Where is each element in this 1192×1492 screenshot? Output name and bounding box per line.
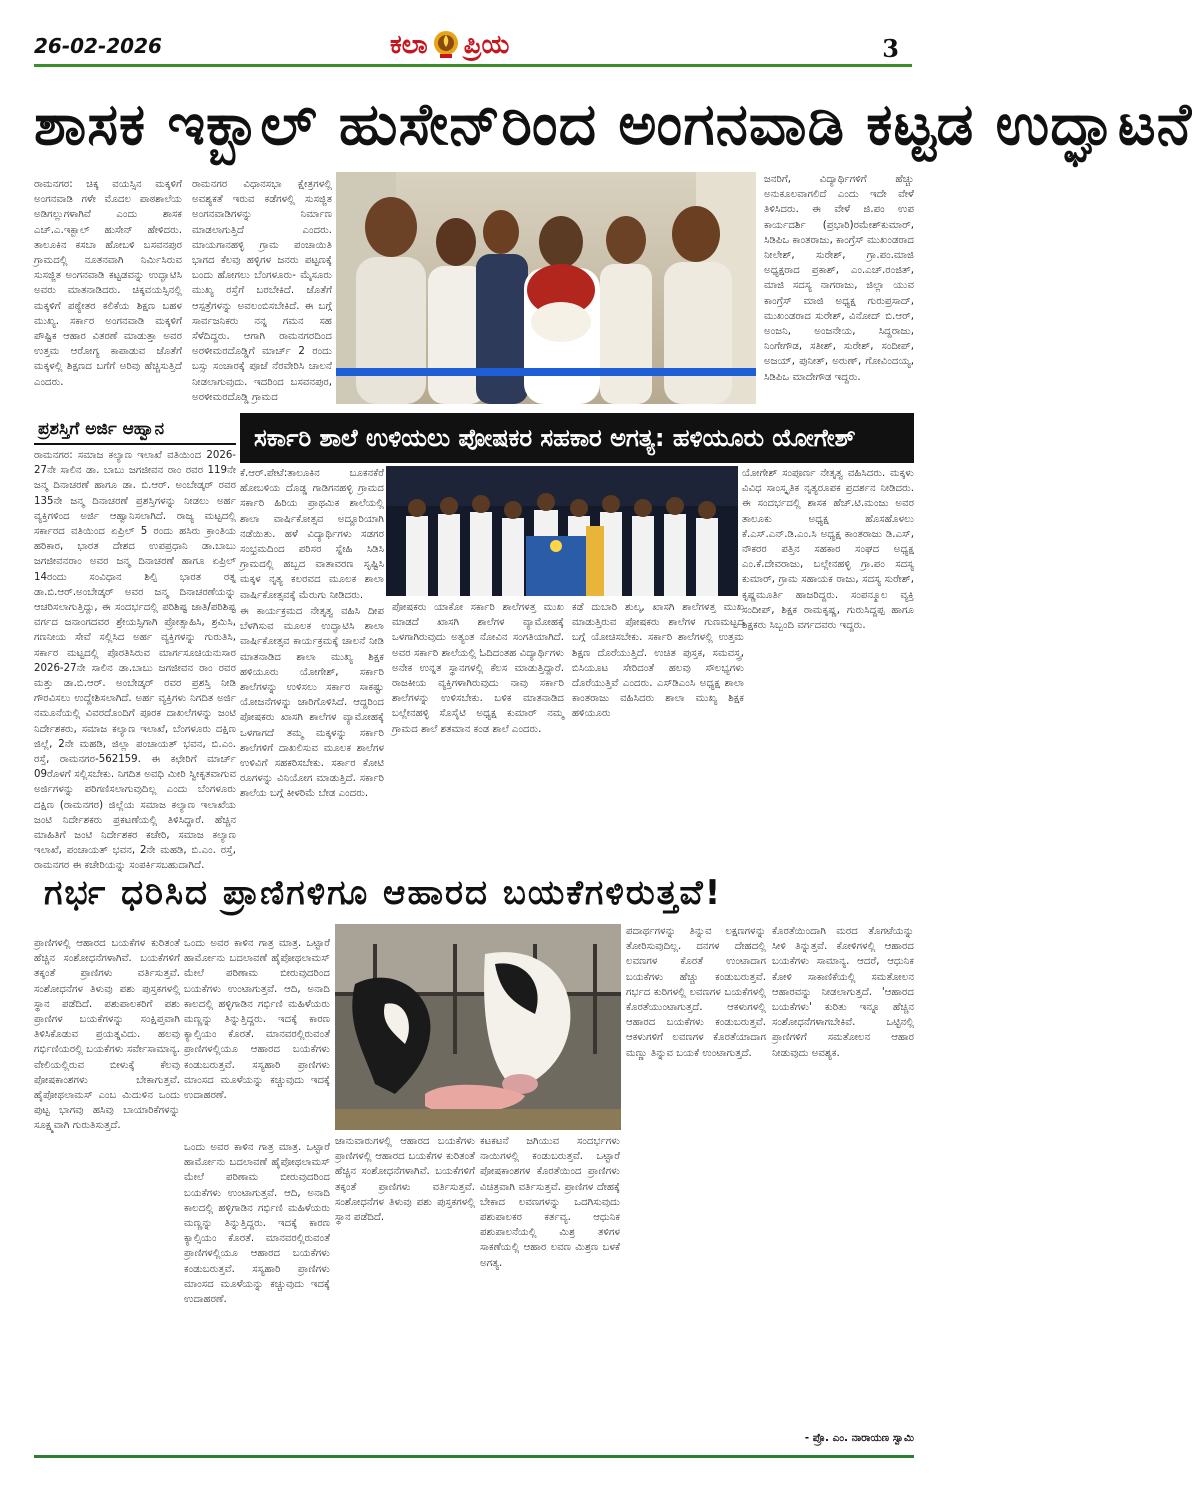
lamp-emblem-icon: [430, 29, 462, 61]
story4-column-2b: ಒಂದು ಅವರ ಕಾಳಿನ ಗಾತ್ರ ಮಾತ್ರ. ಒಟ್ಟಾರೆ ಹಾರ್ಮೋನು ಬದಲಾವಣೆ ಹೈಪೋಥಲಾಮಸ್ ಮೇಲೆ ಪರಿಣಾಮ ಬೀರುವುದರಿಂದ ಬಯಕೆಗಳು ಉಂಟಾಗುತ್ತವೆ. ಆದಿ, ಅನಾದಿ ಕಾಲದಲ್ಲಿ ಹಳ್ಳಿಗಾಡಿನ ಗರ್ಭಿಣಿ ಮಹಿಳೆಯರು ಮಣ್ಣನ್ನು ತಿನ್ನುತ್ತಿದ್ದರು. ಇದಕ್ಕೆ ಕಾರಣ ಕ್ಯಾಲ್ಸಿಯಂ ಕೊರತೆ. ಮಾನವರಲ್ಲಿರುವಂತೆ ಪ್ರಾಣಿಗಳಲ್ಲಿಯೂ ಆಹಾರದ ಬಯಕೆಗಳು ಕಂಡುಬರುತ್ತವೆ. ಸಸ್ಯಹಾರಿ ಪ್ರಾಣಿಗಳು ಮಾಂಸದ ಮೂಳೆಯನ್ನು ಕಚ್ಚುವುದು ಇದಕ್ಕೆ ಉದಾಹರಣೆ.: [184, 1142, 330, 1306]
story4-column-1: ಪ್ರಾಣಿಗಳಲ್ಲಿ ಆಹಾರದ ಬಯಕೆಗಳ ಕುರಿತಂತೆ ಹೆಚ್ಚಿನ ಸಂಶೋಧನೆಗಳಾಗಿವೆ. ಬಯಕೆಗಳಿಗೆ ತಕ್ಕಂತೆ ಪ್ರಾಣಿಗಳು ವರ್ತಿಸುತ್ತವೆ. ಸಂಶೋಧನೆಗಳ ತಿಳುವು ಪಶು ಪುಸ್ತಕಗಳಲ್ಲಿ ಸ್ಥಾನ ಪಡೆದಿದೆ. ಪಶುಪಾಲಕರಿಗೆ ಪಶು ಪ್ರಾಣಿಗಳ ಬಯಕೆಗಳನ್ನು ಸಂಕ್ಷಿಪ್ತವಾಗಿ ತಿಳಿಸಿಕೊಡುವ ಪ್ರಯತ್ನವಿದು. ಹಲವು ಗರ್ಭಿಣಿಯರಲ್ಲಿ ಬಯಕೆಗಳು ಸರ್ವೇಸಾಮಾನ್ಯ. ವೇಲಿಯಲ್ಲಿರುವ ಬೀಳುಕ್ಕೆ ಕೆಲವು ಪೋಷಕಾಂಶಗಳು ಬೇಕಾಗುತ್ತವೆ. ಹೈಪೋಥಲಾಮಸ್ ಎಂಬ ಮಿದುಳಿನ ಒಂದು ಪುಟ್ಟ ಭಾಗವು ಹಸಿವು ಬಾಯಾರಿಕೆಗಳನ್ನು ಸೂಕ್ಷ್ಮವಾಗಿ ಗುರುತಿಸುತ್ತದೆ.: [34, 938, 180, 1132]
story1-column-2: ರಾಮನಗರ ವಿಧಾನಸಭಾ ಕ್ಷೇತ್ರಗಳಲ್ಲಿ ಅವಶ್ಯಕತೆ ಇರುವ ಕಡೆಗಳಲ್ಲಿ ಸುಸಜ್ಜಿತ ಅಂಗನವಾಡಿಗಳನ್ನು ನಿರ್ಮಾಣ ಮಾಡಲಾಗುತ್ತಿದೆ ಎಂದರು. ಮಾಯಗಾನಹಳ್ಳಿ ಗ್ರಾಮ ಪಂಚಾಯಿತಿ ಭಾಗದ ಕೆಲವು ಹಳ್ಳಿಗಳ ಜನರು ಪಟ್ಟಣಕ್ಕೆ ಬಂದು ಹೋಗಲು ಬೆಂಗಳೂರು- ಮೈಸೂರು ಮುಖ್ಯ ರಸ್ತೆಗೆ ಬರಬೇಕಿದೆ. ಜೊತೆಗೆ ಆಸ್ಪತ್ರೆಗಳನ್ನು ಅವಲಂಬಿಸಬೇಕಿದೆ. ಈ ಬಗ್ಗೆ ಸಾರ್ವಜನಿಕರು ನನ್ನ ಗಮನ ಸಹ ಸೆಳೆದಿದ್ದರು. ಆಗಾಗಿ ರಾಮನಗರದಿಂದ ಅರಳೀಮರದೊಡ್ಡಿಗೆ ಮಾರ್ಚ್ 2 ರಂದು ಬಸ್ಸು ಸಂಚಾರಕ್ಕೆ ಪೂಜೆ ನೆರವೇರಿಸಿ ಚಾಲನೆ ನೀಡಲಾಗುವುದು. ಇದರಿಂದ ಬಸವನಪುರ, ಅರಳೀಮರದೊಡ್ಡಿ ಗ್ರಾಮದ: [192, 179, 332, 403]
brand-logo: [390, 28, 509, 62]
story3-column-1a: ಕೆ.ಆರ್.ಪೇಟೆ:ತಾಲೂಕಿನ ಬೂಕನಕೆರೆ ಹೋಬಳಿಯ ದೊಡ್ಡ ಗಾಡಿಗನಹಳ್ಳಿ ಗ್ರಾಮದ ಸರ್ಕಾರಿ ಹಿರಿಯ ಪ್ರಾಥಮಿಕ ಶಾಲೆಯಲ್ಲಿ ಶಾಲಾ ವಾರ್ಷಿಕೋತ್ಸವ ಅದ್ದೂರಿಯಾಗಿ ನಡೆಯಿತು. ಹಳೆ ವಿದ್ಯಾರ್ಥಿಗಳು ಸಡಗರ ಸಂಭ್ರಮದಿಂದ ಪರಿಸರ ಸ್ನೇಹಿ ಸಿಡಿಸಿ ಗ್ರಾಮದಲ್ಲಿ ಹಬ್ಬದ ವಾತಾವರಣ ಸೃಷ್ಟಿಸಿ ಮಕ್ಕಳ ನೃತ್ಯ ಕಲರವದ ಮೂಲಕ ಶಾಲಾ ವಾರ್ಷಿಕೋತ್ಸವಕ್ಕೆ ಮೆರುಗು ನೀಡಿದರು.: [240, 468, 384, 601]
masthead-rule: [34, 64, 912, 67]
story4-column-4: ಪದಾರ್ಥಗಳನ್ನು ತಿನ್ನುವ ಲಕ್ಷಣಗಳನ್ನು ತೋರಿಸುವುದಿಲ್ಲ. ದನಗಳ ದೇಹದಲ್ಲಿ ಲವಣಗಳ ಕೊರತೆ ಉಂಟಾದಾಗ ಬಯಕೆಗಳು ಹೆಚ್ಚು ಕಂಡುಬರುತ್ತವೆ. ಗರ್ಭದ ಕುರಿಗಳಲ್ಲಿ ಲವಣಗಳ ಬಯಕೆಗಳಲ್ಲಿ ಕೊರತೆಯುಂಟಾಗುತ್ತದೆ. ಆಕಳುಗಳಲ್ಲಿ ಆಹಾರದ ಬಯಕೆಗಳು ಕಂಡುಬರುತ್ತವೆ. ಆಕಳುಗಳಿಗೆ ಲವಣಗಳ ಕೊರತೆಯಾದಾಗ ಮಣ್ಣು ತಿನ್ನುವ ಬಯಕೆ ಉಂಟಾಗುತ್ತದೆ.: [626, 926, 766, 1059]
story4-column-3: ಕಟಕಟನೆ ಜಗಿಯುವ ಸಂದರ್ಭಗಳು ನಾಯಿಗಳಲ್ಲಿ ಕಂಡುಬರುತ್ತವೆ. ಒಟ್ಟಾರೆ ಪೋಷಕಾಂಶಗಳ ಕೊರತೆಯಿಂದ ಪ್ರಾಣಿಗಳು ವಿಚಿತ್ರವಾಗಿ ವರ್ತಿಸುತ್ತವೆ. ಪ್ರಾಣಿಗಳ ದೇಹಕ್ಕೆ ಬೇಕಾದ ಲವಣಗಳನ್ನು ಒದಗಿಸುವುದು ಪಶುಪಾಲಕರ ಕರ್ತವ್ಯ. ಆಧುನಿಕ ಪಶುಪಾಲನೆಯಲ್ಲಿ ಮಿಶ್ರ ತಳಿಗಳ ಸಾಕಣೆಯಲ್ಲಿ ಆಹಾರ ಲವಣ ಮಿಶ್ರಣ ಬಳಕೆ ಅಗತ್ಯ.: [480, 1136, 620, 1269]
page-number: 3: [882, 34, 899, 63]
issue-date: 26-02-2026: [34, 34, 162, 58]
story4-photo-caption-column: ಜಾನುವಾರುಗಳಲ್ಲಿ ಆಹಾರದ ಬಯಕೆಗಳು ಪ್ರಾಣಿಗಳಲ್ಲಿ ಆಹಾರದ ಬಯಕೆಗಳ ಕುರಿತಂತೆ ಹೆಚ್ಚಿನ ಸಂಶೋಧನೆಗಳಾಗಿವೆ. ಬಯಕೆಗಳಿಗೆ ತಕ್ಕಂತೆ ಪ್ರಾಣಿಗಳು ವರ್ತಿಸುತ್ತವೆ. ಸಂಶೋಧನೆಗಳ ತಿಳುವು ಪಶು ಪುಸ್ತಕಗಳಲ್ಲಿ ಸ್ಥಾನ ಪಡೆದಿದೆ.: [335, 1136, 475, 1224]
story3-column-3: ಕಡೆ ದುಬಾರಿ ಶುಲ್ಕ, ಖಾಸಗಿ ಶಾಲೆಗಳತ್ತ ಮುಖ ಮಾಡುತ್ತಿರುವ ಪೋಷಕರು ಶಾಲೆಗಳ ಗುಣಮಟ್ಟದ ಬಗ್ಗೆ ಯೋಚಿಸಬೇಕು. ಸರ್ಕಾರಿ ಶಾಲೆಗಳಲ್ಲಿ ಉತ್ತಮ ಶಿಕ್ಷಣ ದೊರೆಯುತ್ತಿದೆ. ಉಚಿತ ಪುಸ್ತಕ, ಸಮವಸ್ತ್ರ, ಬಿಸಿಯೂಟ ಸೇರಿದಂತೆ ಹಲವು ಸೌಲಭ್ಯಗಳು ದೊರೆಯುತ್ತಿವೆ ಎಂದರು. ಎಸ್‌ಡಿಎಂಸಿ ಅಧ್ಯಕ್ಷ ಶಾಲಾ ಕಾಂತರಾಜು ವಹಿಸಿದರು ಶಾಲಾ ಮುಖ್ಯ ಶಿಕ್ಷಕ ಹಳಿಯೂರು: [572, 602, 744, 720]
photo-cows: [335, 924, 621, 1130]
byline: - ಪ್ರೊ. ಎಂ. ನಾರಾಯಣ ಸ್ವಾಮಿ: [804, 1432, 914, 1444]
story4-column-2: ಒಂದು ಅವರ ಕಾಳಿನ ಗಾತ್ರ ಮಾತ್ರ. ಒಟ್ಟಾರೆ ಹಾರ್ಮೋನು ಬದಲಾವಣೆ ಹೈಪೋಥಲಾಮಸ್ ಮೇಲೆ ಪರಿಣಾಮ ಬೀರುವುದರಿಂದ ಬಯಕೆಗಳು ಉಂಟಾಗುತ್ತವೆ. ಆದಿ, ಅನಾದಿ ಕಾಲದಲ್ಲಿ ಹಳ್ಳಿಗಾಡಿನ ಗರ್ಭಿಣಿ ಮಹಿಳೆಯರು ಮಣ್ಣನ್ನು ತಿನ್ನುತ್ತಿದ್ದರು. ಇದಕ್ಕೆ ಕಾರಣ ಕ್ಯಾಲ್ಸಿಯಂ ಕೊರತೆ. ಮಾನವರಲ್ಲಿರುವಂತೆ ಪ್ರಾಣಿಗಳಲ್ಲಿಯೂ ಆಹಾರದ ಬಯಕೆಗಳು ಕಂಡುಬರುತ್ತವೆ. ಸಸ್ಯಹಾರಿ ಪ್ರಾಣಿಗಳು ಮಾಂಸದ ಮೂಳೆಯನ್ನು ಕಚ್ಚುವುದು ಇದಕ್ಕೆ ಉದಾಹರಣೆ.: [184, 938, 330, 1102]
headline-anganwadi: ಶಾಸಕ ಇಕ್ಬಾಲ್ ಹುಸೇನ್‌ರಿಂದ ಅಂಗನವಾಡಿ ಕಟ್ಟಡ ಉದ್ಘಾಟನೆ: [34, 90, 1192, 158]
photo-inauguration: [336, 172, 756, 404]
story2-body: ರಾಮನಗರ: ಸಮಾಜ ಕಲ್ಯಾಣ ಇಲಾಖೆ ವತಿಯಿಂದ 2026-27ನೇ ಸಾಲಿನ ಡಾ. ಬಾಬು ಜಗಜೀವನ ರಾಂ ರವರ 119ನೇ ಜನ್ಮ ದಿನಾಚರಣೆ ಹಾಗೂ ಡಾ. ಬಿ.ಆರ್. ಅಂಬೇಡ್ಕರ್ ರವರ 135ನೇ ಜನ್ಮ ದಿನಾಚರಣೆ ಪ್ರಶಸ್ತಿಗಳನ್ನು ನೀಡಲು ಅರ್ಹ ವ್ಯಕ್ತಿಗಳಿಂದ ಅರ್ಜಿ ಆಹ್ವಾನಿಸಲಾಗಿದೆ. ರಾಜ್ಯ ಮಟ್ಟದಲ್ಲಿ ಸರ್ಕಾರದ ವತಿಯಿಂದ ಏಪ್ರಿಲ್ 5 ರಂದು ಹಸಿರು ಕ್ರಾಂತಿಯ ಹರಿಕಾರ, ಭಾರತ ದೇಶದ ಉಪಪ್ರಧಾನಿ ಡಾ.ಬಾಬು ಜಗಜೀವನರಾಂ ಅವರ ಜನ್ಮ ದಿನಾಚರಣೆ ಹಾಗೂ ಏಪ್ರಿಲ್ 14ರಂದು ಸಂವಿಧಾನ ಶಿಲ್ಪಿ ಭಾರತ ರತ್ನ ಡಾ.ಬಿ.ಆರ್.ಅಂಬೇಡ್ಕರ್ ಅವರ ಜನ್ಮ ದಿನಾಚರಣೆಯನ್ನು ಆಚರಿಸಲಾಗುತ್ತಿದ್ದು, ಈ ಸಂದರ್ಭದಲ್ಲಿ ಪರಿಶಿಷ್ಟ ಜಾತಿ/ಪರಿಶಿಷ್ಟ ವರ್ಗದ ಜನಾಂಗದವರ ಶ್ರೇಯಸ್ಸಿಗಾಗಿ ಪ್ರೋತ್ಸಾಹಿಸಿ, ಶ್ರಮಿಸಿ, ಗಣನೀಯ ಸೇವೆ ಸಲ್ಲಿಸಿದ ಅರ್ಹ ವ್ಯಕ್ತಿಗಳನ್ನು ಗುರುತಿಸಿ, ಸರ್ಕಾರ ಮಟ್ಟದಲ್ಲಿ ಪೊರತಿಸಿರುವ ಮಾರ್ಗಸೂಚಿಯನುಸಾರ 2026-27ನೇ ಸಾಲಿನ ಡಾ.ಬಾಬು ಜಗಜೀವನ ರಾಂ ರವರ ಮತ್ತು ಡಾ.ಬಿ.ಆರ್. ಅಂಬೇಡ್ಕರ್ ರವರ ಪ್ರಶಸ್ತಿ ನೀಡಿ ಗೌರವಿಸಲು ಉದ್ದೇಶಿಸಲಾಗಿದೆ. ಅರ್ಹ ವ್ಯಕ್ತಿಗಳು ನಿಗದಿತ ಅರ್ಜಿ ನಮೂನೆಯಲ್ಲಿ ವಿವರದೊಂದಿಗೆ ಪೂರಕ ದಾಖಲೆಗಳನ್ನು ಜಂಟಿ ನಿರ್ದೇಶಕರು, ಸಮಾಜ ಕಲ್ಯಾಣ ಇಲಾಖೆ, ಬೆಂಗಳೂರು ದಕ್ಷಿಣ ಜಿಲ್ಲೆ, 2ನೇ ಮಹಡಿ, ಜಿಲ್ಲಾ ಪಂಚಾಯತ್ ಭವನ, ಬಿ.ಎಂ. ರಸ್ತೆ, ರಾಮನಗರ-562159. ಈ ಕಛೇರಿಗೆ ಮಾರ್ಚ್ 09ರೊಳಗೆ ಸಲ್ಲಿಸಬೇಕು. ನಿಗದಿತ ಅವಧಿ ಮೀರಿ ಸ್ವೀಕೃತವಾಗುವ ಅರ್ಜಿಗಳನ್ನು ಪರಿಗಣಿಸಲಾಗುವುದಿಲ್ಲ ಎಂದು ಬೆಂಗಳೂರು ದಕ್ಷಿಣ (ರಾಮನಗರ) ಜಿಲ್ಲೆಯ ಸಮಾಜ ಕಲ್ಯಾಣ ಇಲಾಖೆಯ ಜಂಟಿ ನಿರ್ದೇಶಕರು ಪ್ರಕಟಣೆಯಲ್ಲಿ ತಿಳಿಸಿದ್ದಾರೆ. ಹೆಚ್ಚಿನ ಮಾಹಿತಿಗೆ ಜಂಟಿ ನಿರ್ದೇಶಕರ ಕಚೇರಿ, ಸಮಾಜ ಕಲ್ಯಾಣ ಇಲಾಖೆ, ಪಂಚಾಯತ್ ಭವನ, 2ನೇ ಮಹಡಿ, ಬಿ.ಎಂ. ರಸ್ತೆ, ರಾಮನಗರ ಈ ಕಚೇರಿಯನ್ನು ಸಂಪರ್ಕಿಸಬಹುದಾಗಿದೆ.: [34, 450, 236, 872]
story4-column-5: ಕೊರತೆಯಿಂದಾಗಿ ಮರದ ತೊಗಟೆಯನ್ನು ಸೀಳಿ ತಿನ್ನುತ್ತವೆ. ಕೋಳಿಗಳಲ್ಲಿ ಆಹಾರದ ಬಯಕೆಗಳು ಸಾಮಾನ್ಯ. ಆದರೆ, ಆಧುನಿಕ ಕೋಳಿ ಸಾಕಾಣಿಕೆಯಲ್ಲಿ ಸಮತೋಲನ ಆಹಾರವನ್ನು ನೀಡಲಾಗುತ್ತದೆ. 'ಆಹಾರದ ಬಯಕೆಗಳು' ಕುರಿತು ಇನ್ನೂ ಹೆಚ್ಚಿನ ಸಂಶೋಧನೆಗಳಾಗಬೇಕಿವೆ. ಒಟ್ಟಿನಲ್ಲಿ ಪ್ರಾಣಿಗಳಿಗೆ ಸಮತೋಲನ ಆಹಾರ ನೀಡುವುದು ಅವಶ್ಯಕ.: [772, 926, 914, 1059]
footer-rule: [34, 1455, 914, 1458]
school-event-scene-image: [386, 466, 738, 596]
masthead: [0, 0, 945, 66]
headline-animal-cravings: ಗರ್ಭ ಧರಿಸಿದ ಪ್ರಾಣಿಗಳಿಗೂ ಆಹಾರದ ಬಯಕೆಗಳಿರುತ್ತವೆ!: [44, 873, 723, 913]
story1-column-3: ಜನರಿಗೆ, ವಿದ್ಯಾರ್ಥಿಗಳಿಗೆ ಹೆಚ್ಚು ಅನುಕೂಲವಾಗಲಿದೆ ಎಂದು ಇದೇ ವೇಳೆ ತಿಳಿಸಿದರು. ಈ ವೇಳೆ ಜಿ.ಪಂ ಉಪ ಕಾರ್ಯದರ್ಶಿ (ಪ್ರಭಾರಿ)ರಮೇಶ್‌ಕುಮಾರ್, ಸಿಡಿಪಿಒ ಕಾಂತರಾಜು, ಕಾಂಗ್ರೆಸ್ ಮುಖಂಡರಾದ ನೀಲೇಶ್, ಸುರೇಶ್, ಗ್ರಾ.ಪಂ.ಮಾಜಿ ಅಧ್ಯಕ್ಷರಾದ ಪ್ರಕಾಶ್, ಎಂ.ಎಚ್.ರಂಜಿತ್, ಮಾಜಿ ಸದಸ್ಯ ನಾಗರಾಜು, ಜಿಲ್ಲಾ ಯುವ ಕಾಂಗ್ರೆಸ್ ಮಾಜಿ ಅಧ್ಯಕ್ಷ ಗುರುಪ್ರಸಾದ್, ಮುಖಂಡರಾದ ಸುರೇಶ್, ವಿನೋದ್ ಬಿ.ಆರ್, ಅಂಜನಿ, ಅಂಜನೇಯ, ಸಿದ್ದರಾಜು, ನಿಂಗೇಗೌಡ, ಸತೀಶ್, ಸುರೇಶ್, ಸಂದೀಪ್, ಅಜಯ್, ಪುನೀತ್, ಅರುಣ್, ಗೋವಿಂದಯ್ಯ, ಸಿಡಿಪಿಒ ಮಾದೇಗೌಡ ಇದ್ದರು.: [764, 174, 914, 383]
inauguration-scene-image: [336, 172, 756, 404]
story3-column-1b: ಈ ಕಾರ್ಯಕ್ರಮದ ನೇತೃತ್ವ ವಹಿಸಿ ದೀಪ ಬೆಳಗಿಸುವ ಮೂಲಕ ಉದ್ಘಾಟಿಸಿ ಶಾಲಾ ವಾರ್ಷಿಕೋತ್ಸವ ಕಾರ್ಯಕ್ರಮಕ್ಕೆ ಚಾಲನೆ ನೀಡಿ ಮಾತನಾಡಿದ ಶಾಲಾ ಮುಖ್ಯ ಶಿಕ್ಷಕ ಹಳಿಯೂರು ಯೋಗೇಶ್, ಸರ್ಕಾರಿ ಶಾಲೆಗಳನ್ನು ಉಳಿಸಲು ಸರ್ಕಾರ ಸಾಕಷ್ಟು ಯೋಜನೆಗಳನ್ನು ಜಾರಿಗೊಳಿಸಿದೆ. ಆದ್ದರಿಂದ ಪೋಷಕರು ಖಾಸಗಿ ಶಾಲೆಗಳ ವ್ಯಾಮೋಹಕ್ಕೆ ಒಳಗಾಗದೆ ತಮ್ಮ ಮಕ್ಕಳನ್ನು ಸರ್ಕಾರಿ ಶಾಲೆಗಳಿಗೆ ದಾಖಲಿಸುವ ಮೂಲಕ ಶಾಲೆಗಳ ಉಳಿವಿಗೆ ಸಹಕರಿಸಬೇಕು. ಸರ್ಕಾರ ಕೋಟಿ ರೂಗಳನ್ನು ವಿನಿಯೋಗ ಮಾಡುತ್ತಿದೆ. ಸರ್ಕಾರಿ ಶಾಲೆಯ ಬಗ್ಗೆ ಕೀಳರಿಮೆ ಬೇಡ ಎಂದರು.: [240, 606, 384, 800]
headline-award-applications: ಪ್ರಶಸ್ತಿಗೆ ಅರ್ಜಿ ಆಹ್ವಾನ: [34, 413, 236, 445]
headline-govt-school: ಸರ್ಕಾರಿ ಶಾಲೆ ಉಳಿಯಲು ಪೋಷಕರ ಸಹಕಾರ ಅಗತ್ಯ: ಹಳಿಯೂರು ಯೋಗೇಶ್: [240, 413, 914, 463]
brand-text-right: ಪ್ರಿಯ: [463, 29, 510, 60]
cows-eating-image: [335, 924, 621, 1130]
brand-text-left: ಕಲಾ: [390, 29, 428, 60]
story3-column-2: ಪೋಷಕರು ಯಾಕೋ ಸರ್ಕಾರಿ ಶಾಲೆಗಳತ್ತ ಮುಖ ಮಾಡದೆ ಖಾಸಗಿ ಶಾಲೆಗಳ ವ್ಯಾಮೋಹಕ್ಕೆ ಒಳಗಾಗಿರುವುದು ಅತ್ಯಂತ ನೋವಿನ ಸಂಗತಿಯಾಗಿದೆ. ಅವರ ಸರ್ಕಾರಿ ಶಾಲೆಯಲ್ಲಿ ಓದಿದಂತಹ ವಿದ್ಯಾರ್ಥಿಗಳು ಅನೇಕ ಉನ್ನತ ಸ್ಥಾನಗಳಲ್ಲಿ ಕೆಲಸ ಮಾಡುತ್ತಿದ್ದಾರೆ. ರಾಜಕೀಯ ವ್ಯಕ್ತಿಗಳಾಗಿರುವುದು ನಾವು ಸರ್ಕಾರಿ ಶಾಲೆಗಳನ್ನು ಉಳಿಸಬೇಕು. ಬಳಿಕ ಮಾತನಾಡಿದ ಬಲ್ಲೇನಹಳ್ಳಿ ಸೊಸೈಟಿ ಅಧ್ಯಕ್ಷ ಕುಮಾರ್ ನಮ್ಮ ಗ್ರಾಮದ ಶಾಲೆ ಶತಮಾನ ಕಂಡ ಶಾಲೆ ಎಂದರು.: [392, 602, 564, 735]
story3-column-4: ಯೋಗೇಶ್ ಸಂಪೂರ್ಣ ನೇತೃತ್ವ ವಹಿಸಿದರು. ಮಕ್ಕಳು ವಿವಿಧ ಸಾಂಸ್ಕೃತಿಕ ನೃತ್ಯರೂಪಕ ಪ್ರದರ್ಶನ ನೀಡಿದರು. ಈ ಸಂದರ್ಭದಲ್ಲಿ ಶಾಸಕ ಹೆಚ್.ಟಿ.ಮಂಜು ಅವರ ತಾಲೂಕು ಅಧ್ಯಕ್ಷ ಹೊಸಹೊಳಲು ಕೆ.ಎಸ್.ಎನ್.ಡಿ.ಎಂ.ಸಿ ಅಧ್ಯಕ್ಷ ಕಾಂತರಾಜು ಡಿ.ಎಸ್, ನೌಕರರ ಪತ್ತಿನ ಸಹಕಾರ ಸಂಘದ ಅಧ್ಯಕ್ಷ ಎಂ.ಕೆ.ದೇವರಾಜು, ಬಲ್ಲೇನಹಳ್ಳಿ ಗ್ರಾ.ಪಂ ಸದಸ್ಯ ಕುಮಾರ್, ಗ್ರಾಮ ಸಹಾಯಕ ರಾಜು, ಸದಸ್ಯ ಸುರೇಶ್, ಕೃಷ್ಣಮೂರ್ತಿ ಹಾಜರಿದ್ದರು. ಸಂಪನ್ಮೂಲ ವ್ಯಕ್ತಿ ಸಂದೀಪ್, ಶಿಕ್ಷಕ ರಾಮಕೃಷ್ಣ, ಗುರುಸಿದ್ದಪ್ಪ ಹಾಗೂ ಶಿಕ್ಷಕರು ಸಿಬ್ಬಂದಿ ವರ್ಗದವರು ಇದ್ದರು.: [742, 468, 914, 632]
story1-column-1: ರಾಮನಗರ: ಚಿಕ್ಕ ವಯಸ್ಸಿನ ಮಕ್ಕಳಿಗೆ ಅಂಗನವಾಡಿ ಗಳೇ ಮೊದಲ ಪಾಠಶಾಲೆಯ ಅಡಿಗಲ್ಲುಗಳಾಗಿವೆ ಎಂದು ಶಾಸಕ ಎಚ್.ಎ.ಇಕ್ಬಾಲ್ ಹುಸೇನ್ ಹೇಳಿದರು. ತಾಲೂಕಿನ ಕಸಬಾ ಹೋಬಳಿ ಬಸವನಪುರ ಗ್ರಾಮದಲ್ಲಿ ನೂತನವಾಗಿ ನಿರ್ಮಿಸಿರುವ ಸುಸಜ್ಜಿತ ಅಂಗನವಾಡಿ ಕಟ್ಟಡವನ್ನು ಉದ್ಘಾಟಿಸಿ ಅವರು ಮಾತನಾಡಿದರು. ಚಿಕ್ಕವಯಸ್ಸಿನಲ್ಲಿ ಮಕ್ಕಳಿಗೆ ಪಠ್ಯೇತರ ಕಲಿಕೆಯ ಶಿಕ್ಷಣ ಬಹಳ ಮುಖ್ಯ. ಸರ್ಕಾರ ಅಂಗನವಾಡಿ ಮಕ್ಕಳಿಗೆ ಪೌಷ್ಟಿಕ ಆಹಾರ ವಿತರಣೆ ಮಾಡುತ್ತಾ ಅವರ ಉತ್ತಮ ಆರೋಗ್ಯ ಕಾಪಾಡುವ ಜೊತೆಗೆ ಮಕ್ಕಳಲ್ಲಿ ಶಿಕ್ಷಣದ ಬಗೆಗೆ ಅರಿವು ಹೆಚ್ಚಿಸುತ್ತಿದೆ ಎಂದರು.: [34, 179, 182, 388]
photo-school-event: [386, 466, 738, 596]
